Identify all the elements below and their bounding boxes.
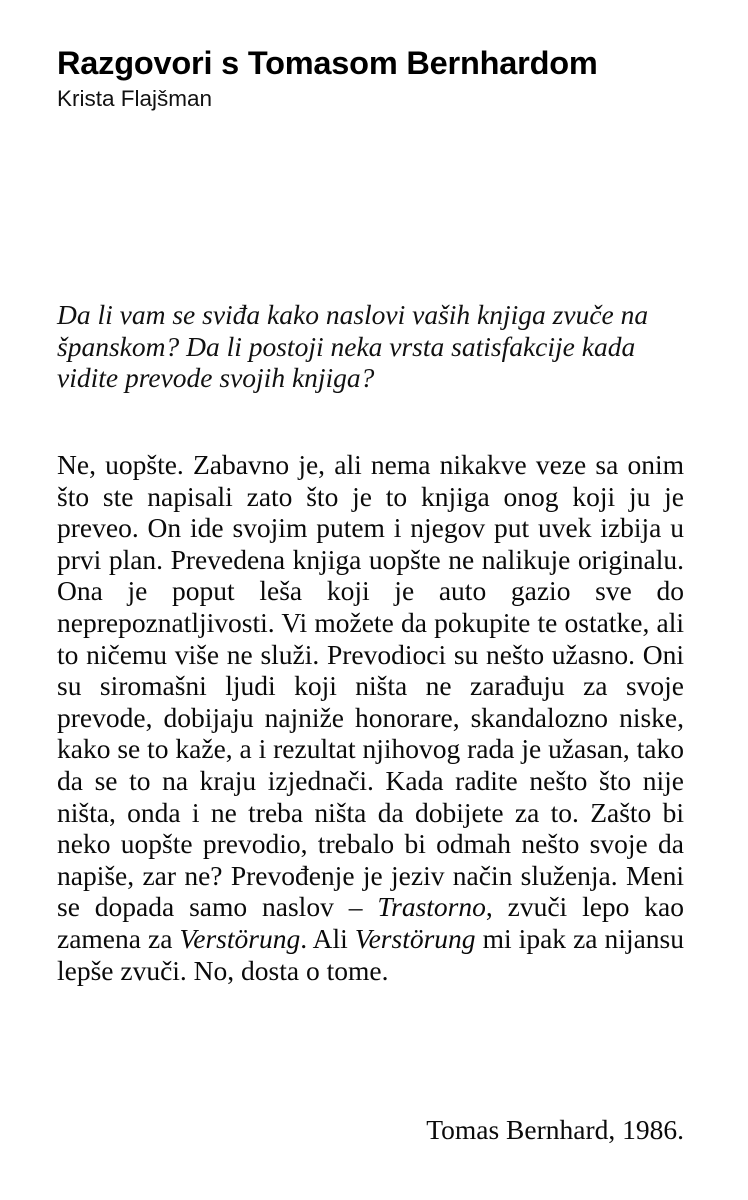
interview-answer: Ne, uopšte. Zabavno je, ali nema nikakve veze sa onim što ste napisali zato što je to knjiga onog koji ju je preveo. On ide svojim putem i njegov put uvek izbija u prvi plan. Prevedena knjiga uopšte ne nalikuje originalu. Ona je poput leša koji je auto gazio sve do neprepoznatljivosti. Vi možete da pokupite te ostatke, ali to ničemu više ne služi. Prevodioci su nešto užasno. Oni su siromašni ljudi koji ništa ne zarađuju za svoje prevode, dobijaju najniže honorare, skandalozno niske, kako se to kaže, a i rezultat njihovog rada je užasan, tako da se to na kraju izjednači. Kada radite nešto što nije ništa, onda i ne treba ništa da dobijete za to. Zašto bi neko uopšte prevodio, trebalo bi odmah nešto svoje da napiše, zar ne? Prevođenje je jeziv način služenja. Meni se dopada samo naslov – Trastorno, zvuči lepo kao zamena za Verstörung. Ali Verstörung mi ipak za nijansu lepše zvuči. No, dosta o tome. <box>57 449 685 986</box>
italic-title: Trastorno <box>377 891 486 923</box>
author-byline: Krista Flajšman <box>57 86 213 111</box>
attribution-line: Tomas Bernhard, 1986. <box>426 1114 684 1145</box>
document-header <box>57 44 684 113</box>
italic-title: Verstörung <box>179 922 301 954</box>
page-title: Razgovori s Tomasom Bernhardom <box>57 45 598 81</box>
interview-question: Da li vam se sviđa kako naslovi vaših knjiga zvuče na španskom? Da li postoji neka vrsta satisfakcije kada vidite prevode svojih knjiga? <box>57 299 649 393</box>
italic-title: Verstörung <box>354 922 476 954</box>
